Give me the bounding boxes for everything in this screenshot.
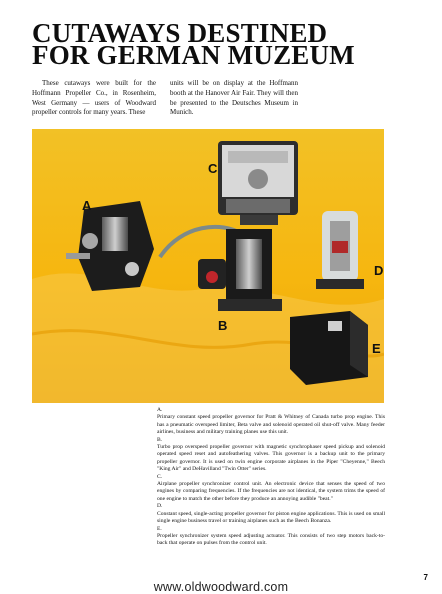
- caption-text: Turbo prop overspeed propeller governor with magnetic synchrophaser speed pickup and solenoid operated speed reset and autofeathering valves. This governor is a backup unit to the primary propeller governor. It is used on twin engine corporate airplanes in the Piper "Cheyenne," Beech "King Air" and DeHavilland "Twin Otter" series.: [157, 444, 385, 473]
- unit-d-governor: [316, 211, 364, 289]
- page-number: 7: [423, 573, 428, 582]
- photo-label-b: B: [218, 318, 228, 333]
- caption-letter: A.: [157, 407, 163, 413]
- caption-letter: B.: [157, 436, 163, 443]
- footer-url: www.oldwoodward.com: [153, 580, 289, 594]
- photo-label-e: E: [372, 341, 381, 356]
- photo-illustration: [32, 129, 384, 403]
- caption-b: [157, 437, 385, 474]
- photo-label-d: D: [374, 263, 384, 278]
- photo-captions: [157, 407, 385, 548]
- caption-letter: C.: [157, 473, 163, 480]
- intro-column-1: These cutaways were built for the Hoffmann Propeller Co., in Rosenheim, West Germany — users of Woodward propeller controls for many years. These: [32, 79, 156, 117]
- title-line-1: CUTAWAYS DESTINED: [32, 18, 328, 48]
- caption-d: [157, 503, 385, 525]
- caption-text: Propeller synchronizer system speed adjusting actuator. This consists of two step motors back-to-back that operate on pulses from the control unit.: [157, 532, 385, 547]
- caption-c: [157, 474, 385, 504]
- photo-label-a: A: [82, 198, 92, 213]
- caption-text: Constant speed, single-acting propeller governor for piston engine applications. This is used on small single engine business travel or training airplanes such as the Beech Bonanza.: [157, 510, 385, 525]
- title-line-2: FOR GERMAN MUZEUM: [32, 40, 355, 70]
- caption-letter: E.: [157, 525, 162, 532]
- photo-label-c: C: [208, 161, 218, 176]
- caption-e: [157, 526, 385, 548]
- cutaways-photo: [32, 129, 384, 403]
- unit-c-synchronizer: [218, 141, 298, 225]
- unit-e-actuator: [290, 311, 368, 385]
- article-title: [32, 18, 355, 70]
- caption-text: Airplane propeller synchronizer control unit. An electronic device that senses the speed of two engines by comparing frequencies. If the frequencies are not identical, the system trims the speed of one engine to match the other before they produce an annoying audible "beat.": [157, 481, 385, 502]
- caption-text: Primary constant speed propeller governor for Pratt & Whitney of Canada turbo prop engine. This has a pneumatic overspeed limiter, Beta valve and solenoid operated oil shut-off valve. Many feeder airlines, business and military training planes use this unit.: [157, 414, 385, 436]
- caption-a: [157, 407, 385, 437]
- intro-column-2: units will be on display at the Hoffmann booth at the Hanover Air Fair. They will then be presented to the Deutsches Museum in Munich.: [170, 79, 298, 117]
- caption-letter: D.: [157, 503, 163, 510]
